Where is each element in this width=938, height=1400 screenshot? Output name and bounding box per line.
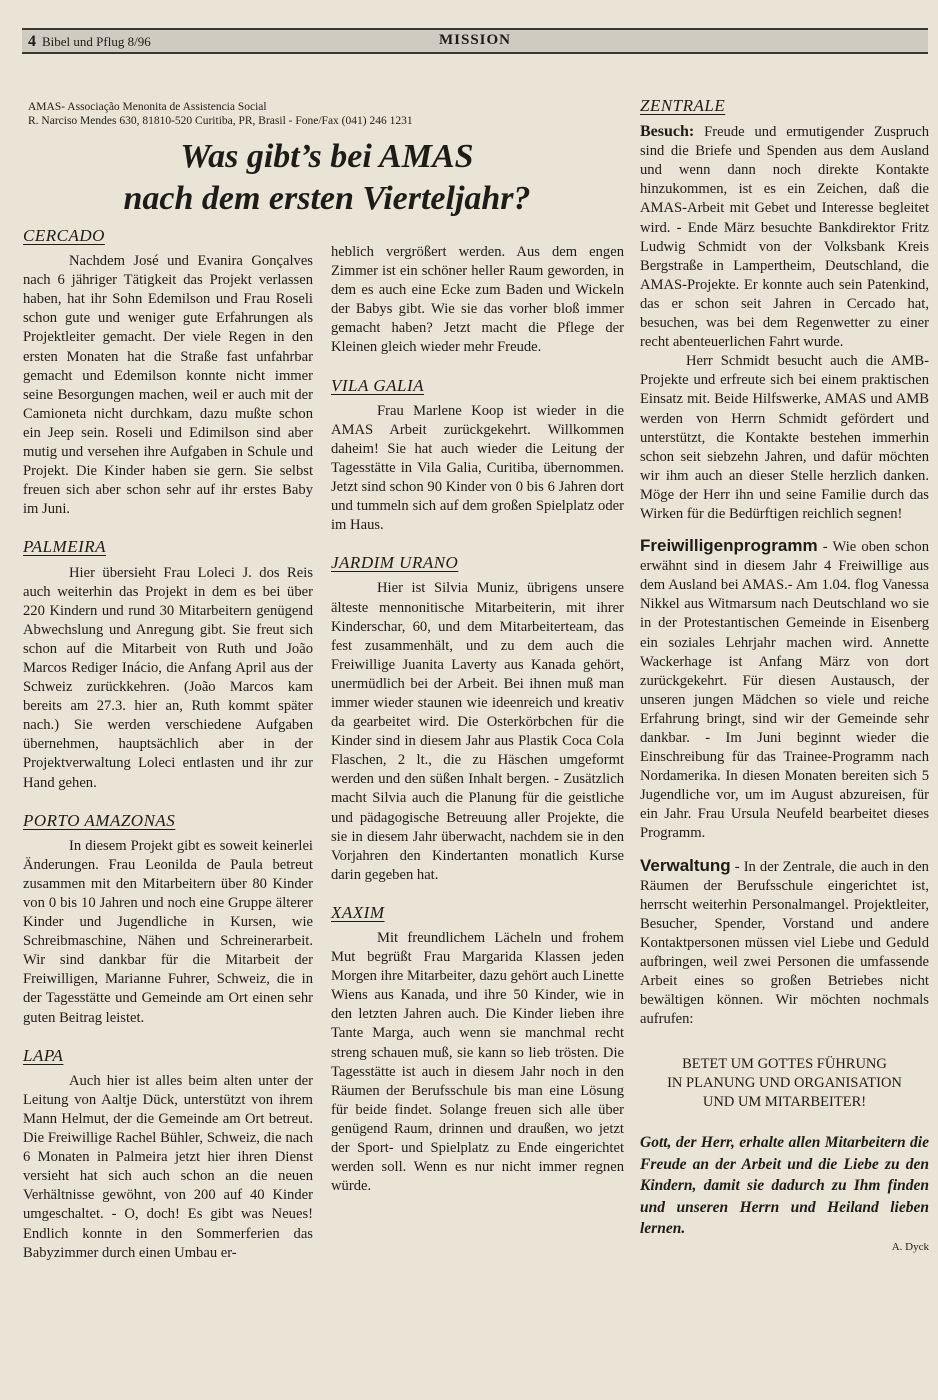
text-verwaltung	[640, 856, 929, 1030]
author-signature: A. Dyck	[891, 1240, 929, 1253]
call-line-3: UND UM MITARBEITER!	[702, 1094, 867, 1111]
lead-besuch: Besuch:	[640, 123, 695, 141]
heading-cercado: CERCADO	[23, 226, 105, 245]
text-porto-amazonas: In diesem Projekt gibt es soweit keinerlei Änderungen. Frau Leonilda de Paula betreut zusammen mit den Mitarbeitern über 80 Kinder von 0 bis 10 Jahren und noch eine Gruppe älterer Kinder und Jugendliche in Kursen, wie Schreibmaschine, Nähen und Schreinerarbeit. Wir sind dankbar für die Mitarbeit der Freiwilligen, Marianne Fuhrer, Schweiz, die in der Tagesstätte und Gemeinde am Ort einen sehr guten Beitrag leistet.	[23, 837, 313, 1026]
text-lapa-continued: heblich vergrößert werden. Aus dem engen Zimmer ist ein schöner heller Raum geworden, in dem es auch eine Ecke zum Baden und Wickeln der Babys gibt. Wie sie das vorher bloß immer gemacht haben? Jetzt macht die Pflege der Kleinen gleich wieder mehr Freude.	[331, 244, 624, 356]
call-line-1: BETET UM GOTTES FÜHRUNG	[682, 1056, 887, 1073]
org-contact: R. Narciso Mendes 630, 81810-520 Curitiba, PR, Brasil - Fone/Fax (041) 246 1231	[28, 115, 413, 127]
page-number: 4	[28, 33, 36, 50]
article-title	[28, 136, 626, 220]
text-lapa: Auch hier ist alles beim alten unter der Leitung von Aaltje Dück, unterstützt von ihrem Mann Helmut, der die Gemeinde am Ort betreut. Die Freiwillige Rachel Bühler, Schweiz, die nach 6 Monaten in Palmeira jetzt hier ihren Dienst versieht hat sich auch schon an die neuen Verhältnisse gewöhnt, von 200 auf 40 Kinder umgeschaltet. - O, doch! Es gibt was Neues! Endlich konnte in den Sommerferien das Babyzimmer durch einen Umbau er-	[23, 1072, 313, 1261]
heading-porto-amazonas: PORTO AMAZONAS	[23, 810, 176, 830]
heading-zentrale: ZENTRALE	[640, 96, 726, 115]
lead-verwaltung: Verwaltung	[640, 855, 731, 875]
publication-name: Bibel und Pflug 8/96	[42, 34, 151, 49]
heading-vila-galia: VILA GALIA	[331, 375, 424, 395]
title-line-1: Was gibt’s bei AMAS	[180, 138, 474, 175]
verwaltung-body: - In der Zentrale, die auch in den Räumen der Berufsschule eingerichtet ist, herrscht weiterhin Personalmangel. Projektleiter, Besucher, Spender, Vorstand und andere Kontaktpersonen müssen viel Liebe und Geduld aufbringen, weil zwei Personen die umfassende Arbeit eines so großen Betriebes nicht bewältigen können. Wir möchten nochmals aufrufen:	[640, 858, 929, 1028]
heading-xaxim: XAXIM	[331, 902, 385, 922]
column-3	[640, 96, 929, 1257]
page-header	[22, 28, 928, 54]
column-1	[23, 226, 313, 1263]
prayer-call	[640, 1055, 929, 1112]
text-jardim-urano: Hier ist Silvia Muniz, übrigens unsere älteste mennonitische Mitarbeiterin, mit ihrer Kinderschar, 60, und dem Mitarbeiterteam, das fest zusammenhält, und zu dem auch die Freiwillige Juanita Laverty aus Kanada gehört, unermüdlich bei der Arbeit. Bei ihnen muß man immer wieder staunen wie ideenreich und kreativ da gearbeitet wird. Die Osterkörbchen für die Kinder sind in diesem Jahr aus Plastik Coca Cola Flaschen, 2 lt., die zu Häschen umgeformt werden und den süßen Inhalt bergen. - Zusätzlich macht Silvia auch die Planung für die geistliche und pädagogische Betreuung aller Projekte, die sie in diesem Jahr überwacht, nachdem sie in den Vorjahren den Kindertanten monatlich Kurse darin gegeben hat.	[331, 580, 624, 883]
text-besuch	[640, 122, 929, 352]
org-name: AMAS- Associação Menonita de Assistencia Social	[28, 101, 267, 113]
lead-freiwilligenprogramm: Freiwilligenprogramm	[640, 536, 818, 556]
text-xaxim: Mit freundlichem Lächeln und frohem Mut begrüßt Frau Margarida Klassen jeden Morgen ihre Mitarbeiter, dazu gehört auch Linette Wiens aus Kanada, und ihre 50 Kinder, wie in den letzten Jahren auch. Die Kinder lieben ihre Tante Marga, auch wenn sie manchmal recht streng schauen muß, sie kann so lieb trösten. Die Tagesstätte ist auch in diesem Jahr noch in den Räumen der Berufsschule bis man eine Lösung für beide findet. Solange freuen sich alle über genügend Raum, drinnen und draußen, wo jetzt der Sport- und Spielplatz zu Ende eingerichtet werden soll. Wenn es nur nicht immer regnen würde.	[331, 930, 624, 1195]
text-vila-galia: Frau Marlene Koop ist wieder in die AMAS Arbeit zurückgekehrt. Willkommen daheim! Sie hat auch wieder die Leitung der Tagesstätte in Vila Galia, Curitiba, übernommen. Jetzt sind schon 90 Kinder von 0 bis 6 Jahren dort und tummeln sich auf dem großen Spielplatz oder im Haus.	[331, 402, 624, 534]
text-freiwilligenprogramm	[640, 536, 929, 844]
heading-lapa: LAPA	[23, 1045, 64, 1065]
heading-jardim-urano: JARDIM URANO	[331, 553, 459, 573]
closing-prayer: Gott, der Herr, erhalte allen Mitarbeitern die Freude an der Arbeit und die Liebe zu den Kindern, damit sie dadurch zu Ihm finden und unseren Herrn und Heiland lieben lernen.	[640, 1134, 929, 1238]
column-2	[331, 243, 624, 1196]
besuch-body: Freude und ermutigender Zuspruch sind die Briefe und Spenden aus dem Ausland und wenn dann noch direkte Kontakte hinzukommen, ist es ein Zeichen, daß die AMAS-Arbeit mit Gebet und Interesse begleitet wird. - Ende März besuchte Bankdirektor Fritz Ludwig Schmidt von der Volksbank Kreis Bergstraße in Lampertheim, Deutschland, die AMAS-Projekte. Er konnte auch sein Patenkind, das er schon seit Jahren in Cercado hat, besuchen, was bei dem Regenwetter zu einer recht abenteuerlichen Fahrt wurde.	[640, 124, 929, 351]
section-title: MISSION	[438, 32, 512, 48]
text-cercado: Nachdem José und Evanira Gonçalves nach 6 jähriger Tätigkeit das Projekt verlassen haben, hat ihr Sohn Edemilson und Frau Roseli schon gute und weniger gute Erfahrungen als Projektleiter gemacht. Der viele Regen in den ersten Monaten hat die Straße fast unfahrbar gemacht und Edemilson konnte nicht immer seine Besorgungen machen, weil er auch mit der Camioneta nicht durchkam, dazu mußte schon ein Jeep sein. Roseli und Edimilson sind aber mutig und versehen ihre Aufgaben in Schule und Projekt. Die Kinder haben sie gern. Sie selbst freuen sich aber schon sehr auf ihr erstes Baby im Juni.	[23, 253, 313, 518]
heading-palmeira: PALMEIRA	[23, 537, 107, 557]
text-schmidt: Herr Schmidt besucht auch die AMB-Projekte und erfreute sich bei einem praktischen Einsatz mit. Beide Hilfswerke, AMAS und AMB werden von Herrn Schmidt gefördert und unterstützt, die Kontakte bestehen immerhin schon seit siebzehn Jahren, und dafür möchten wir ihm auch an dieser Stelle herzlich danken. Möge der Herr ihn und seine Familie durch das Wirken für die Bedürftigen reichlich segnen!	[640, 353, 929, 522]
freiwilligen-body: - Wie oben schon erwähnt sind in diesem Jahr 4 Freiwillige aus dem Ausland bei AMAS.- Am 1.04. flog Vanessa Nikkel aus Witmarsum nach Deutschland wo sie in der Protestantischen Gemeinde in Eisenberg ein soziales Lehrjahr machen wird. Annette Wackerhage ist Anfang März von dort zurückgekehrt. Für diesen Austausch, der unseren jungen Mädchen so viele und reiche Erfahrung bringt, sind wir der Gemeinde sehr dankbar. - Im Juni beginnt wieder die Einschreibung für das Trainee-Programm nach Nordamerika. In diesen Monaten bereiten sich 5 Jugendliche vor, um im August abzureisen, für ein Jahr. Frau Ursula Neufeld bearbeitet dieses Programm.	[640, 539, 929, 842]
text-palmeira: Hier übersieht Frau Loleci J. dos Reis auch weiterhin das Projekt in dem es bei über 220 Kindern und rund 30 Mitarbeitern genügend Abwechslung und Anregung gibt. Sie freut sich schon auf die Mitarbeit von Ruth und João Marcos Rediger Inácio, die Anfang April aus der Schweiz zurückkehren. (João Marcos kam bereits am 27.3. hier an, Ruth kommt später nach.) Sie werden verschiedene Aufgaben übernehmen, hauptsächlich aber in der Projektverwaltung Loleci entlasten und ihr zur Hand gehen.	[23, 564, 313, 791]
title-line-2: nach dem ersten Vierteljahr?	[123, 180, 531, 217]
call-line-2: IN PLANUNG UND ORGANISATION	[667, 1075, 902, 1092]
org-address	[28, 100, 413, 128]
